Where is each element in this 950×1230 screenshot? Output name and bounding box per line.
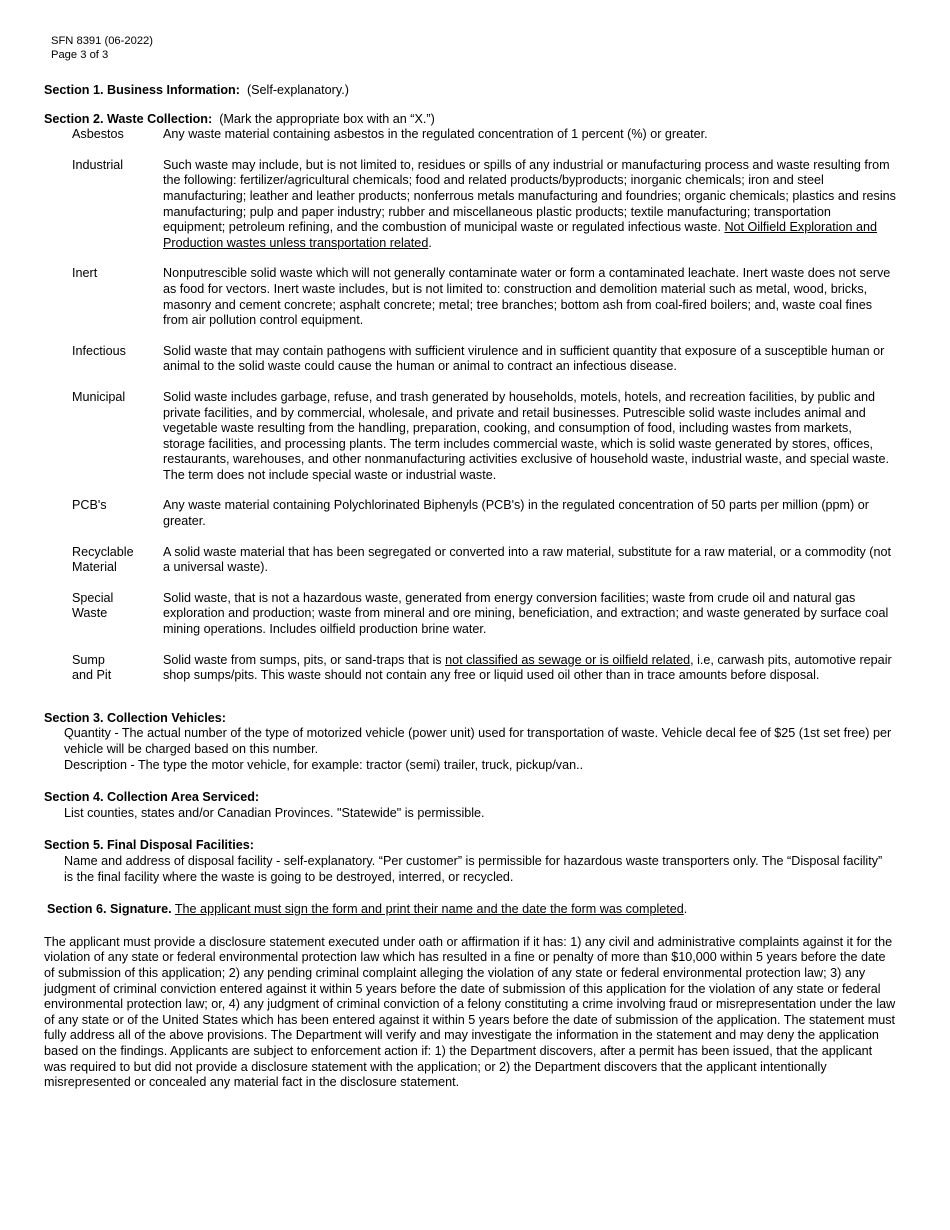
section-1-title: Section 1. Business Information:	[44, 83, 240, 97]
waste-type-term: Inert	[72, 266, 98, 281]
form-header	[51, 34, 153, 62]
waste-type-term: Special Waste	[72, 590, 114, 621]
waste-type-term: Asbestos	[72, 127, 124, 142]
waste-type-text: Solid waste that may contain pathogens with sufficient virulence and in sufficient quantity that exposure of a susceptible human or animal to the solid waste could cause the human or animal to contract an infectious disease.	[163, 343, 885, 374]
waste-type-text-tail: , i.e, carwash pits, automotive repair shop sumps/pits. This waste should not contain any free or liquid used oil other than in trace amounts before disposal.	[163, 652, 892, 683]
section-5-text: Name and address of disposal facility - self-explanatory. “Per customer” is permissible for hazardous waste transporters only. The “Disposal facility” is the final facility where the waste is going to be destroyed, interred, or recycled.	[64, 853, 883, 884]
section-1-note: (Self-explanatory.)	[246, 83, 349, 97]
waste-definitions	[44, 127, 904, 684]
waste-type-description	[163, 266, 896, 328]
waste-type-text: Nonputrescible solid waste which will not generally contaminate water or form a contaminated leachate. Inert waste does not serve as food for vectors. Inert waste includes, but is not limited to: construction and demolition material such as metal, wood, bricks, masonry and cement concrete; asphalt concrete; metal; tree branches; bottom ash from coal-fired boilers; and, waste coal fines from air pollution control equipment.	[163, 266, 891, 328]
section-3	[44, 711, 904, 773]
waste-type-emphasis: not classified as sewage or is oilfield related	[445, 652, 691, 667]
waste-type-text: Solid waste from sumps, pits, or sand-traps that is	[163, 652, 446, 667]
section-4	[44, 790, 904, 821]
form-id: SFN 8391 (06-2022)	[51, 35, 153, 47]
section-4-title: Section 4. Collection Area Serviced:	[44, 790, 260, 805]
waste-type-row	[44, 498, 904, 529]
waste-type-description	[163, 498, 896, 529]
section-3-description: Description - The type the motor vehicle, for example: tractor (semi) trailer, truck, pickup/van..	[64, 757, 584, 772]
waste-type-description	[163, 158, 896, 252]
waste-type-row	[44, 390, 904, 484]
waste-type-description	[163, 591, 896, 638]
section-3-title: Section 3. Collection Vehicles:	[44, 710, 226, 725]
waste-type-row	[44, 344, 904, 375]
waste-type-row	[44, 591, 904, 638]
instructions-body	[44, 83, 904, 1091]
waste-type-row	[44, 266, 904, 328]
section-6-text: The applicant must sign the form and print their name and the date the form was completed	[174, 902, 684, 917]
waste-type-description	[163, 127, 896, 143]
section-2-note: (Mark the appropriate box with an “X.”)	[219, 111, 435, 126]
waste-type-term: Sump and Pit	[72, 652, 112, 683]
waste-type-row	[44, 653, 904, 684]
section-4-text: List counties, states and/or Canadian Provinces. "Statewide" is permissible.	[64, 805, 485, 820]
section-5	[44, 838, 904, 885]
waste-type-row	[44, 158, 904, 252]
waste-type-emphasis: Not Oilfield Exploration and Production wastes unless transportation related	[163, 220, 878, 250]
waste-type-term: Infectious	[72, 343, 126, 358]
waste-type-text: Solid waste, that is not a hazardous waste, generated from energy conversion facilities; waste from crude oil and natural gas exploration and production; waste from mineral and ore mining, beneficiation, and extraction; and waste generated by surface coal mining operations. Includes oilfield production brine water.	[163, 590, 889, 637]
section-3-quantity: Quantity - The actual number of the type of motorized vehicle (power unit) used for transportation of waste. Vehicle decal fee of $25 (1st set free) per vehicle will be charged based on this number.	[64, 726, 892, 756]
waste-type-text: Any waste material containing Polychlorinated Biphenyls (PCB's) in the regulated concentration of 50 parts per million (ppm) or greater.	[163, 498, 869, 529]
section-6-title: Section 6. Signature.	[47, 902, 172, 917]
page-number: Page 3 of 3	[51, 49, 109, 61]
waste-type-text-tail: .	[428, 235, 432, 250]
waste-type-term: Industrial	[72, 157, 124, 172]
waste-type-term: Recyclable Material	[72, 544, 134, 575]
waste-type-text: A solid waste material that has been segregated or converted into a raw material, substitute for a raw material, or a commodity (not a universal waste).	[163, 544, 891, 575]
waste-type-term: PCB's	[72, 498, 107, 513]
waste-type-row	[44, 127, 904, 143]
section-2	[44, 112, 904, 128]
waste-type-description	[163, 653, 896, 684]
section-6-period: .	[683, 902, 688, 917]
waste-type-text: Solid waste includes garbage, refuse, and trash generated by households, motels, hotels, and recreation facilities, by public and private facilities, and by commercial, wholesale, and private and retail businesses. Putrescible solid waste includes animal and vegetable waste resulting from the handling, preparation, cooking, and consumption of food, including wastes from markets, storage facilities, and processing plants. The term includes commercial waste, which is solid waste generated by stores, offices, restaurants, warehouses, and other nonmanufacturing activities exclusive of household waste, industrial waste, and special waste. The term does not include special waste or industrial waste.	[163, 389, 889, 482]
section-2-title: Section 2. Waste Collection:	[44, 111, 213, 126]
section-6	[44, 902, 904, 918]
section-5-title: Section 5. Final Disposal Facilities:	[44, 838, 254, 853]
section-1	[44, 83, 904, 99]
waste-type-description	[163, 390, 896, 484]
waste-type-term: Municipal	[72, 389, 126, 404]
waste-type-description	[163, 545, 896, 576]
waste-type-description	[163, 344, 896, 375]
disclosure-statement: The applicant must provide a disclosure statement executed under oath or affirmation if it has: 1) any civil and administrative complaints against it for the violation of any state or federal environmental protection law which has resulted in a fine or penalty of more than $10,000 within 5 years before the date of submission of this application; 2) any pending criminal complaint alleging the violation of any state or federal environmental protection law; 3) any judgment of criminal conviction entered against it within 5 years before the date of submission of this application for the violation of any state or federal environmental protection law; or, 4) any judgment of criminal conviction of a felony constituting a crime involving fraud or misrepresentation under the law of any state or of the United States which has been entered against it within 5 years before the date of submission of the application. The statement must fully address all of the above provisions. The Department will verify and may investigate the information in the statement and may deny the application based on the findings. Applicants are subject to enforcement action if: 1) the Department discovers, after a permit has been issued, that the applicant was required to but did not provide a disclosure statement with the application; or 2) the Department discovers that the applicant intentionally misrepresented or concealed any material fact in the disclosure statement.	[44, 934, 896, 1090]
waste-type-text: Any waste material containing asbestos in the regulated concentration of 1 percent (%) or greater.	[163, 127, 708, 142]
waste-type-row	[44, 545, 904, 576]
waste-type-text: Such waste may include, but is not limited to, residues or spills of any industrial or manufacturing process and waste resulting from the following: fertilizer/agricultural chemicals; food and related products/byproducts; inorganic chemicals; iron and steel manufacturing; leather and leather products; nonferrous metals manufacturing and foundries; organic chemicals; plastics and resins manufacturing; pulp and paper industry; rubber and miscellaneous plastic products; textile manufacturing; transportation equipment; petroleum refining, and the combustion of municipal waste or regulated infectious waste.	[163, 157, 896, 235]
